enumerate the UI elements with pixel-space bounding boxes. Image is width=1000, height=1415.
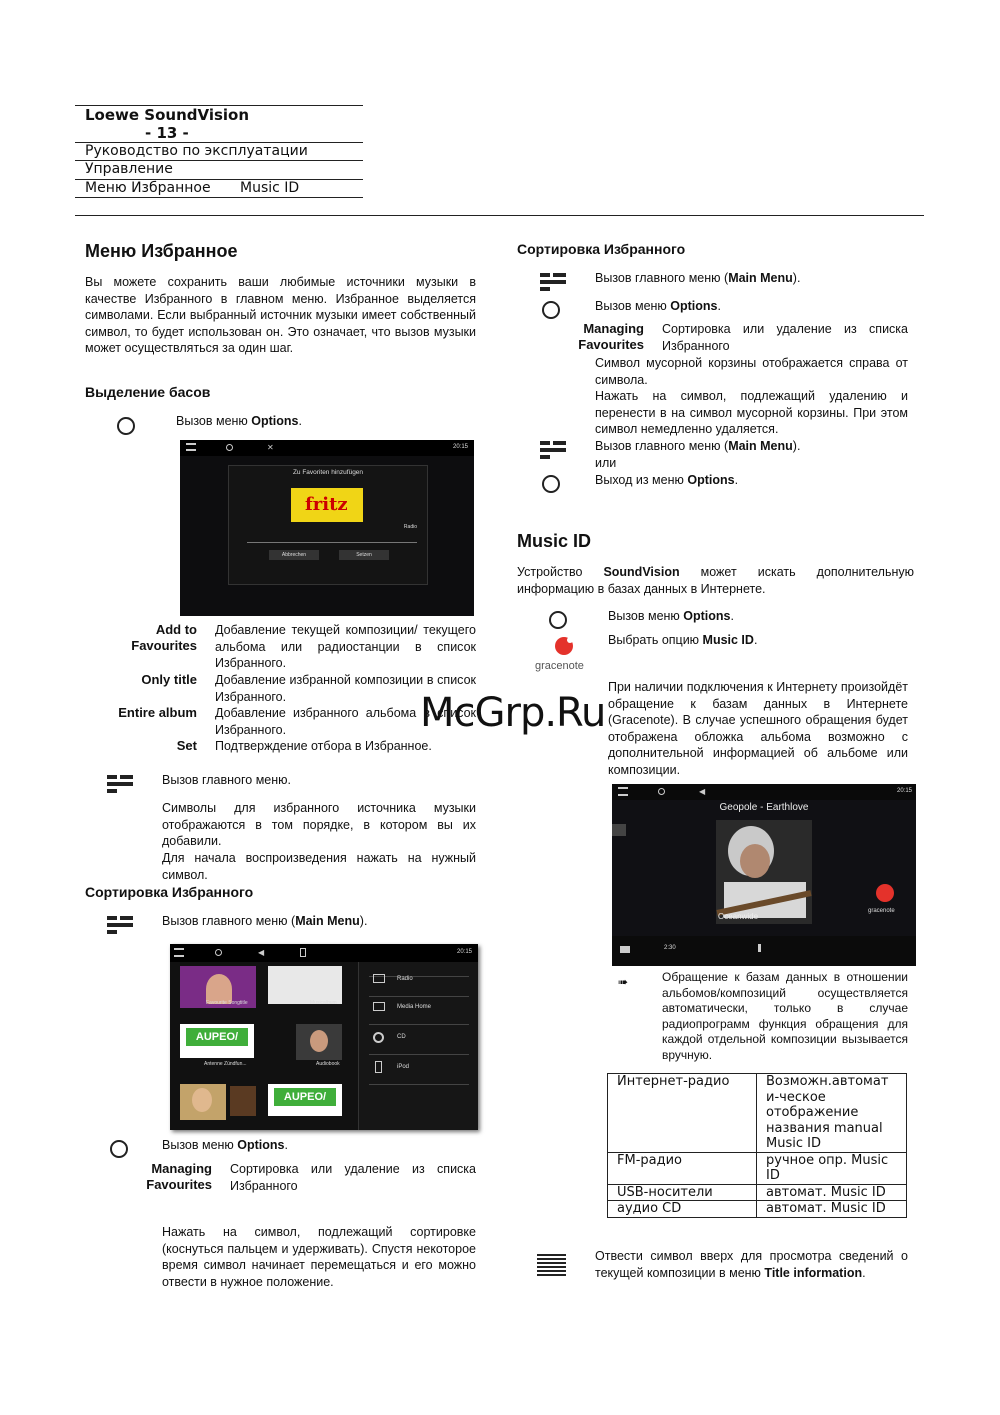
add-favourite-screenshot bbox=[180, 440, 474, 616]
now-playing-title: Geopole - Earthlove bbox=[719, 802, 809, 813]
playback-text: Для начала воспроизведения нажать на нужный символ. bbox=[162, 851, 476, 882]
tile-label: Favourite Songtitle bbox=[206, 1000, 248, 1006]
def-desc-album: Добавление избранного альбома в список Избранного. bbox=[215, 706, 476, 737]
page-divider bbox=[75, 215, 924, 216]
symbols-order-text: Символы для избранного источника музыки отображаются в том порядке, в котором вы их добавили. bbox=[162, 801, 476, 849]
screen-status-bar bbox=[180, 440, 474, 456]
or-text: или bbox=[595, 456, 617, 470]
delete-instruction: Нажать на символ, подлежащий удалению и перенести в на символ мусорной корзины. При этом символ немедленно удаляется. bbox=[595, 389, 908, 437]
lookup-note: Обращение к базам данных в отношении альбомов/композиций осуществляется автоматически, только в случае радиопрограмм функция обращения для каждой отдельной композиции вызывается вручную. bbox=[662, 970, 908, 1062]
main-menu-screenshot bbox=[170, 944, 478, 1130]
options-icon bbox=[658, 788, 665, 795]
trash-text: Символ мусорной корзины отображается справа от символа. bbox=[595, 356, 908, 387]
def-term-album: Entire album bbox=[118, 705, 197, 720]
gracenote-label: gracenote bbox=[535, 660, 584, 672]
def-desc-add: Добавление текущей композиции/ текущего альбома или радиостанции в список Избранного. bbox=[215, 623, 476, 671]
pause-icon[interactable] bbox=[620, 946, 630, 953]
speaker-icon: ◀ bbox=[699, 787, 706, 796]
def-desc-set: Подтверждение отбора в Избранное. bbox=[215, 739, 432, 753]
album-name: Oceanwide bbox=[718, 912, 759, 921]
progress-handle[interactable] bbox=[758, 944, 761, 952]
sort-instruction: Нажать на символ, подлежащий сортировке (коснуться пальцем и удерживать). Спустя некоторое время символ начинает перемещаться и его можно отвести в нужное положение. bbox=[162, 1225, 476, 1289]
brand-name: Loewe SoundVision bbox=[85, 106, 250, 124]
tile-label: Antenne Zündfun... bbox=[204, 1061, 247, 1067]
section-title: Управление bbox=[85, 161, 173, 177]
watermark: McGrp.Ru bbox=[420, 690, 606, 736]
tile-musicalbum[interactable] bbox=[268, 966, 342, 1004]
table-cell-source: FM-радио bbox=[608, 1152, 757, 1184]
album-cover bbox=[716, 820, 812, 924]
tile-brand[interactable] bbox=[230, 1086, 256, 1116]
manual-title: Руководство по эксплуатации bbox=[85, 143, 308, 159]
bass-title: Выделение басов bbox=[85, 384, 211, 400]
back-button[interactable] bbox=[612, 824, 626, 836]
table-cell-source: Интернет-радио bbox=[608, 1074, 757, 1153]
table-row bbox=[608, 1184, 907, 1201]
options-call-text: Вызов меню Options. bbox=[608, 609, 734, 623]
music-id-intro: Устройство SoundVision может искать дополнительную информацию в базах данных в Интернете. bbox=[517, 565, 914, 596]
main-menu-icon bbox=[107, 916, 133, 936]
radio-icon bbox=[373, 974, 385, 983]
tile-aupeo-2[interactable]: AUPEO/ bbox=[268, 1084, 342, 1116]
options-icon bbox=[549, 611, 567, 629]
options-icon bbox=[215, 949, 222, 956]
options-icon bbox=[226, 444, 233, 451]
mute-icon: ✕ bbox=[267, 443, 274, 452]
table-cell-mode: Возможн.автомат и-ческое отображение названия manual Music ID bbox=[757, 1074, 907, 1153]
def-term-set: Set bbox=[176, 738, 197, 753]
tile-photo[interactable] bbox=[180, 1084, 226, 1120]
ipod-icon bbox=[300, 948, 306, 957]
main-menu-icon bbox=[540, 273, 566, 293]
menu-item-ipod[interactable]: iPod bbox=[397, 1064, 410, 1070]
table-row bbox=[608, 1152, 907, 1184]
list-lines-icon bbox=[537, 1254, 566, 1276]
def-desc-title: Добавление избранной композиции в список Избранного. bbox=[215, 673, 476, 704]
options-icon bbox=[117, 417, 135, 435]
station-logo: fritz bbox=[291, 488, 363, 522]
gracenote-logo-icon bbox=[876, 884, 894, 902]
table-cell-mode: автомат. Music ID bbox=[757, 1184, 907, 1201]
main-menu-call-text: Вызов главного меню (Main Menu). bbox=[595, 439, 801, 453]
screen-status-bar bbox=[170, 944, 478, 962]
tile-audiobook[interactable] bbox=[296, 1024, 342, 1060]
elapsed-time: 2:30 bbox=[664, 945, 676, 951]
options-call-text: Вызов меню Options. bbox=[176, 414, 302, 428]
favourite-dialog bbox=[228, 465, 428, 585]
options-icon bbox=[110, 1140, 128, 1158]
favourites-intro: Вы можете сохранить ваши любимые источники музыки в качестве Избранного в главном меню. Избранное выделяется символами. Если выбранный источник музыки имеет собственный символ, то будет использован он. Это означает, что вызов музыки может осуществляться за один шаг. bbox=[85, 275, 476, 356]
favourites-menu-title: Меню Избранное bbox=[85, 241, 238, 261]
cd-icon bbox=[373, 1032, 384, 1043]
def-term-add: Add to Favourites bbox=[131, 622, 197, 653]
sort-title-right: Сортировка Избранного bbox=[517, 241, 686, 257]
ipod-icon bbox=[375, 1061, 382, 1073]
radio-label: Radio bbox=[403, 524, 417, 530]
playback-bar bbox=[612, 936, 916, 966]
arrow-icon: ➠ bbox=[618, 975, 629, 989]
tile-label: Audiobook bbox=[316, 1061, 340, 1067]
menu-item-cd[interactable]: CD bbox=[397, 1034, 406, 1040]
tile-aupeo-1[interactable]: AUPEO/ bbox=[180, 1024, 254, 1058]
main-menu-call-text: Вызов главного меню (Main Menu). bbox=[162, 914, 368, 928]
gracenote-logo-icon bbox=[555, 637, 573, 657]
options-icon bbox=[542, 301, 560, 319]
main-menu-list bbox=[358, 962, 478, 1130]
select-music-id-text: Выбрать опцию Music ID. bbox=[608, 633, 758, 647]
table-cell-mode: автомат. Music ID bbox=[757, 1201, 907, 1218]
media-home-icon bbox=[373, 1002, 385, 1011]
music-id-table bbox=[607, 1073, 907, 1218]
exit-options-text: Выход из меню Options. bbox=[595, 473, 739, 487]
tile-label: Musicalbum bbox=[310, 1000, 337, 1006]
header-rule bbox=[75, 197, 363, 198]
options-call-text: Вызов меню Options. bbox=[162, 1138, 288, 1152]
table-cell-mode: ручное опр. Music ID bbox=[757, 1152, 907, 1184]
dialog-title: Zu Favoriten hinzufügen bbox=[292, 469, 364, 476]
managing-favourites-desc: Сортировка или удаление из списка Избранного bbox=[230, 1162, 476, 1193]
managing-favourites-label: Managing Favourites bbox=[146, 1161, 212, 1192]
speaker-icon: ◀ bbox=[258, 948, 265, 957]
title-info-text: Отвести символ вверх для просмотра сведений о текущей композиции в меню Title information. bbox=[595, 1249, 908, 1280]
def-term-title: Only title bbox=[141, 672, 197, 687]
managing-favourites-desc: Сортировка или удаление из списка Избранного bbox=[662, 322, 908, 353]
table-cell-source: USB-носители bbox=[608, 1184, 757, 1201]
managing-favourites-label: Managing Favourites bbox=[578, 321, 644, 352]
menu-icon bbox=[174, 948, 184, 957]
music-id-screenshot bbox=[612, 784, 916, 966]
internet-lookup-text: При наличии подключения к Интернету произойдёт обращение к базам данных в Интернете (Gracenote). В случае успешного обращения будет отображена обложка альбома возможно с дополнительной информацией об альбоме или композиции. bbox=[608, 680, 908, 777]
screen-status-bar bbox=[612, 784, 916, 800]
gracenote-label: gracenote bbox=[868, 908, 895, 914]
music-id-title: Music ID bbox=[517, 531, 592, 551]
table-row bbox=[608, 1074, 907, 1153]
table-row bbox=[608, 1201, 907, 1218]
clock: 20:15 bbox=[456, 949, 472, 955]
main-menu-icon bbox=[107, 775, 133, 795]
cancel-button[interactable]: Abbrechen bbox=[269, 550, 319, 560]
main-menu-call-text: Вызов главного меню. bbox=[162, 773, 292, 787]
menu-item-radio[interactable]: Radio bbox=[397, 976, 413, 982]
table-cell-source: аудио CD bbox=[608, 1201, 757, 1218]
main-menu-call-text: Вызов главного меню (Main Menu). bbox=[595, 271, 801, 285]
sort-title-left: Сортировка Избранного bbox=[85, 884, 254, 900]
menu-icon bbox=[618, 787, 628, 796]
options-icon bbox=[542, 475, 560, 493]
menu-icon bbox=[186, 443, 196, 451]
options-call-text: Вызов меню Options. bbox=[595, 299, 721, 313]
clock: 20:15 bbox=[452, 444, 468, 450]
set-button[interactable]: Setzen bbox=[339, 550, 389, 560]
main-menu-icon bbox=[540, 441, 566, 461]
page-number: - 13 - bbox=[145, 124, 189, 142]
subsection-right: Music ID bbox=[240, 180, 300, 196]
subsection-left: Меню Избранное bbox=[85, 180, 211, 196]
clock: 20:15 bbox=[896, 788, 912, 794]
menu-item-media-home[interactable]: Media Home bbox=[397, 1004, 432, 1010]
